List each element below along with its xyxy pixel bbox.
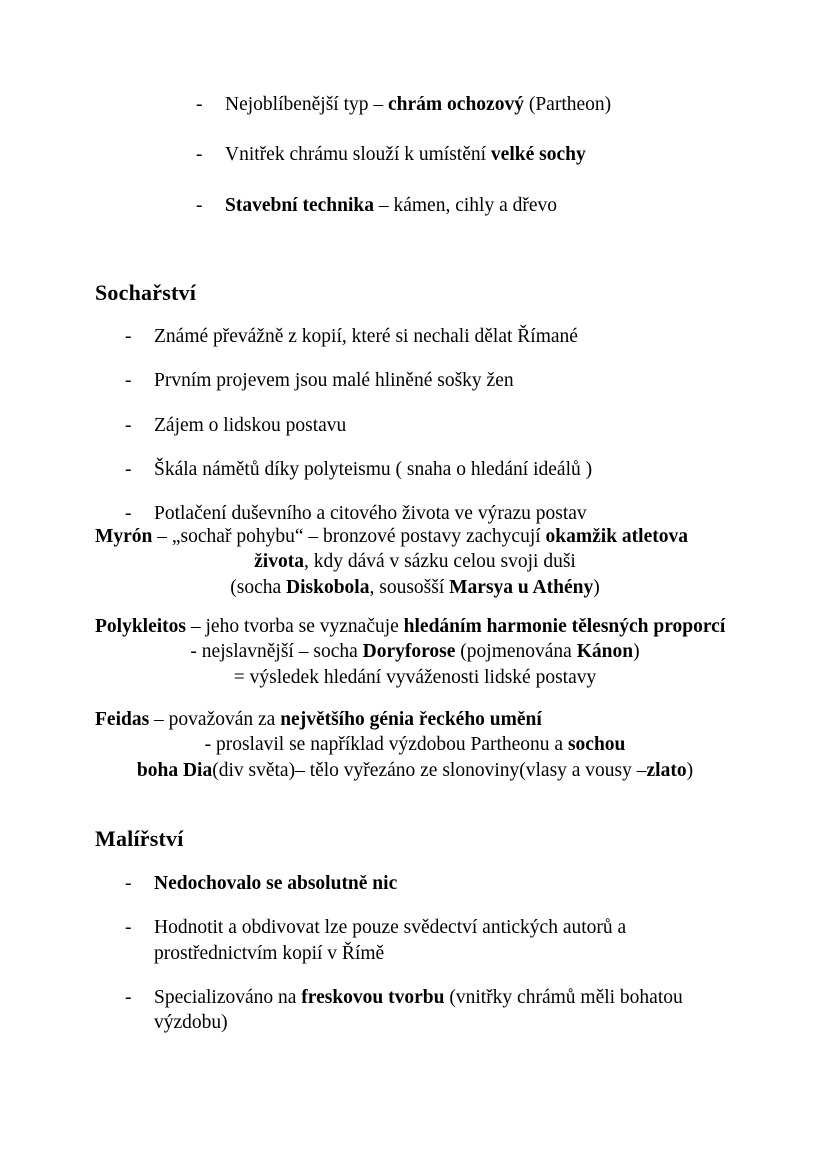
bullet-dash-icon: - xyxy=(125,326,132,347)
sochastvi-bullet-0-run-0: Známé převážně z kopií, které si nechali dělat Římané xyxy=(154,326,578,347)
artist-polykleitos-line xyxy=(95,614,735,639)
artist-polykleitos-l0-run-0: Polykleitos xyxy=(95,616,186,637)
malirstvi-bullet-item xyxy=(125,915,725,966)
artist-myron-line xyxy=(95,549,735,574)
top-bullet-item-text xyxy=(225,195,557,216)
artist-feidas-line xyxy=(95,732,735,757)
top-bullet-1-run-0: Vnitřek chrámu slouží k umístění xyxy=(225,144,491,166)
malirstvi-bullet-2-run-1: freskovou tvorbu xyxy=(301,987,445,1009)
sochastvi-bullet-1-run-0: Prvním projevem jsou malé hliněné sošky žen xyxy=(154,370,514,392)
artist-block-myron xyxy=(95,524,735,600)
artist-polykleitos-l1-run-1: Doryforose xyxy=(362,641,456,663)
bullet-dash-icon: - xyxy=(196,144,203,166)
artist-myron-l2-run-4: ) xyxy=(593,576,600,598)
malirstvi-bullet-0-run-0: Nedochovalo se absolutně nic xyxy=(154,873,398,894)
top-bullet-0-run-0: Nejoblíbenější typ – xyxy=(225,94,389,115)
top-bullet-item xyxy=(196,92,796,117)
sochastvi-bullet-item xyxy=(125,368,765,393)
artist-myron-l1-run-0: života xyxy=(254,551,304,573)
sochastvi-bullet-item-text xyxy=(154,503,587,524)
artist-feidas-l1-run-1: sochou xyxy=(567,734,626,756)
bullet-dash-icon: - xyxy=(125,503,132,525)
top-bullet-2-run-0: Stavební technika xyxy=(225,194,374,216)
malirstvi-bullet-item-text xyxy=(154,917,626,963)
artist-polykleitos-line xyxy=(95,665,735,690)
artist-myron-line xyxy=(95,524,735,549)
artist-block-polykleitos xyxy=(95,614,735,690)
artist-feidas-l0-run-2: největšího génia řeckého umění xyxy=(280,709,542,730)
artist-polykleitos-l0-run-2: hledáním harmonie tělesných proporcí xyxy=(403,616,726,637)
bullet-dash-icon: - xyxy=(125,459,132,481)
top-bullet-0-run-2: (Partheon) xyxy=(523,94,612,115)
artist-feidas-l0-run-1: – považován za xyxy=(149,709,281,730)
sochastvi-bullet-item xyxy=(125,413,765,438)
sochastvi-bullet-3-run-0: Škála námětů díky polyteismu ( snaha o hledání ideálů ) xyxy=(154,459,593,481)
sochastvi-bullet-item xyxy=(125,501,765,526)
artist-myron-l0-run-2: okamžik atletova xyxy=(545,526,688,547)
artist-feidas-line xyxy=(95,707,735,732)
artist-feidas-line xyxy=(95,758,735,783)
artist-polykleitos-l1-run-4: ) xyxy=(633,641,640,663)
bullet-dash-icon: - xyxy=(125,414,132,436)
artist-feidas-l2-run-0: boha Dia xyxy=(136,759,213,781)
artist-polykleitos-l1-run-0: - nejslavnější – socha xyxy=(190,641,363,663)
artist-polykleitos-l2-run-0: = výsledek hledání vyváženosti lidské postavy xyxy=(233,666,597,688)
artist-myron-l0-run-0: Myrón xyxy=(95,526,153,547)
artist-feidas-l2-run-1: (div světa)– tělo vyřezáno ze slonoviny(vlasy a vousy – xyxy=(212,759,647,781)
section-heading-malirstvi: Malířství xyxy=(95,826,184,851)
sochastvi-bullet-item-text xyxy=(154,459,592,480)
malirstvi-bullet-item xyxy=(125,985,725,1036)
top-bullet-1-run-1: velké sochy xyxy=(490,144,586,166)
artist-myron-l2-run-3: Marsya u Athény xyxy=(449,576,594,598)
sochastvi-bullet-item xyxy=(125,457,765,482)
bullet-list-malirstvi xyxy=(125,871,725,1055)
artist-polykleitos-l1-run-3: Kánon xyxy=(576,641,634,663)
malirstvi-bullet-1-run-0: Hodnotit a obdivovat lze pouze svědectví antických autorů a prostřednictvím kopií v Římě xyxy=(154,917,627,964)
sochastvi-bullet-4-run-0: Potlačení duševního a citového života ve výrazu postav xyxy=(154,503,587,525)
artist-polykleitos-l1-run-2: (pojmenována xyxy=(455,641,577,663)
top-bullet-list xyxy=(196,92,796,243)
artist-feidas-l1-run-0: - proslavil se například výzdobou Partheonu a xyxy=(204,734,568,756)
top-bullet-item xyxy=(196,142,796,167)
artist-myron-l2-run-1: Diskobola xyxy=(286,576,370,598)
top-bullet-0-run-1: chrám ochozový xyxy=(388,94,524,115)
bullet-dash-icon: - xyxy=(125,370,132,392)
bullet-dash-icon: - xyxy=(125,917,132,939)
artist-myron-l1-run-1: , kdy dává v sázku celou svoji duši xyxy=(303,551,576,573)
malirstvi-bullet-2-run-0: Specializováno na xyxy=(154,987,302,1009)
artist-feidas-l2-run-2: zlato xyxy=(646,759,687,781)
top-bullet-item xyxy=(196,193,796,218)
artist-polykleitos-l0-run-1: – jeho tvorba se vyznačuje xyxy=(186,616,404,637)
bullet-dash-icon: - xyxy=(196,94,203,115)
sochastvi-bullet-item-text xyxy=(154,415,346,436)
artist-myron-l2-run-0: (socha xyxy=(230,576,287,598)
malirstvi-bullet-item xyxy=(125,871,725,896)
bullet-dash-icon: - xyxy=(125,987,132,1009)
artist-polykleitos-line xyxy=(95,639,735,664)
top-bullet-item-text xyxy=(225,144,586,165)
artist-myron-line xyxy=(95,575,735,600)
malirstvi-bullet-2-run-2: (vnitřky chrámů měli bohatou výzdobu) xyxy=(154,987,683,1034)
artist-block-feidas xyxy=(95,707,735,783)
bullet-dash-icon: - xyxy=(125,873,132,894)
artist-myron-l2-run-2: , sousošší xyxy=(369,576,450,598)
artist-myron-l0-run-1: – „sochař pohybu“ – bronzové postavy zachycují xyxy=(152,526,546,547)
sochastvi-bullet-item-text xyxy=(154,326,578,347)
sochastvi-bullet-item-text xyxy=(154,370,514,391)
top-bullet-item-text xyxy=(225,94,611,115)
bullet-list-sochastvi xyxy=(125,324,765,546)
malirstvi-bullet-item-text xyxy=(154,873,397,894)
sochastvi-bullet-2-run-0: Zájem o lidskou postavu xyxy=(154,414,347,436)
artist-feidas-l2-run-3: ) xyxy=(686,759,694,781)
artist-feidas-l0-run-0: Feidas xyxy=(95,709,150,730)
section-heading-sochastvi: Sochařství xyxy=(95,280,196,305)
top-bullet-2-run-1: – kámen, cihly a dřevo xyxy=(373,194,558,216)
malirstvi-bullet-item-text xyxy=(154,987,683,1033)
sochastvi-bullet-item xyxy=(125,324,765,349)
bullet-dash-icon: - xyxy=(196,194,203,216)
